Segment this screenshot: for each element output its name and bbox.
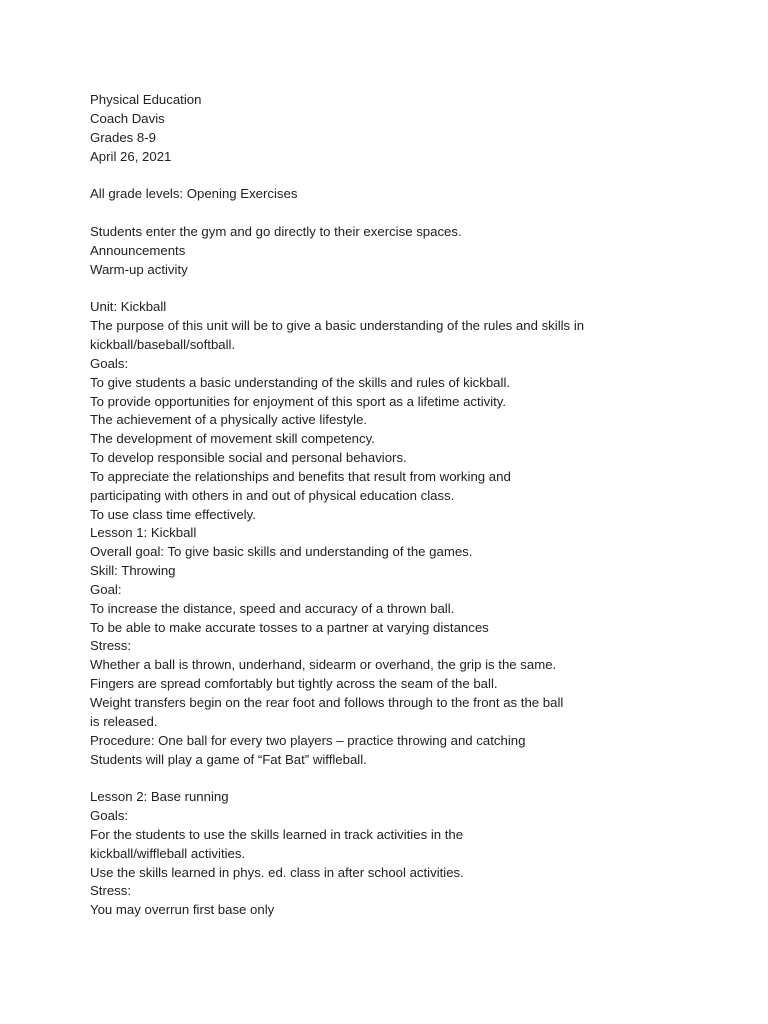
- lesson2-goal-line: For the students to use the skills learned in track activities in the: [90, 826, 464, 842]
- spacer: [90, 166, 730, 185]
- lesson2-goal-line: kickball/wiffleball activities.: [90, 845, 246, 861]
- lesson1-goal-line: To increase the distance, speed and accuracy of a thrown ball.: [90, 600, 455, 616]
- opening-line: Warm-up activity: [90, 261, 188, 277]
- opening-line: Students enter the gym and go directly to their exercise spaces.: [90, 223, 462, 239]
- unit-goal-line: To develop responsible social and personal behaviors.: [90, 450, 407, 466]
- grades-line: Grades 8-9: [90, 129, 156, 145]
- lesson1-stress-line: is released.: [90, 713, 158, 729]
- document-body: [90, 91, 730, 920]
- lesson1-game: Students will play a game of “Fat Bat” wiffleball.: [90, 751, 367, 767]
- lesson1-skill: Skill: Throwing: [90, 563, 176, 579]
- opening-heading: All grade levels: Opening Exercises: [90, 186, 298, 202]
- lesson1-procedure: Procedure: One ball for every two players – practice throwing and catching: [90, 732, 526, 748]
- lesson1-goal-line: To be able to make accurate tosses to a partner at varying distances: [90, 619, 489, 635]
- subject-line: Physical Education: [90, 92, 202, 107]
- unit-goal-line: participating with others in and out of physical education class.: [90, 487, 455, 503]
- lesson1-goal-label: Goal:: [90, 581, 122, 597]
- lesson1-stress-line: Fingers are spread comfortably but tightly across the seam of the ball.: [90, 676, 498, 692]
- lesson1-stress-line: Weight transfers begin on the rear foot and follows through to the front as the ball: [90, 695, 564, 710]
- unit-goal-line: To give students a basic understanding of the skills and rules of kickball.: [90, 374, 511, 390]
- opening-line: Announcements: [90, 242, 186, 258]
- lesson1-stress-line: Whether a ball is thrown, underhand, sidearm or overhand, the grip is the same.: [90, 657, 557, 673]
- lesson2-goals-label: Goals:: [90, 808, 129, 824]
- unit-goal-line: To appreciate the relationships and benefits that result from working and: [90, 468, 511, 484]
- unit-goal-line: The achievement of a physically active lifestyle.: [90, 412, 368, 428]
- spacer: [90, 204, 730, 223]
- unit-goal-line: To use class time effectively.: [90, 506, 256, 522]
- lesson2-stress-label: Stress:: [90, 883, 132, 899]
- date-line: April 26, 2021: [90, 148, 172, 164]
- lesson2-title: Lesson 2: Base running: [90, 789, 229, 805]
- unit-title: Unit: Kickball: [90, 299, 167, 315]
- unit-purpose-line: kickball/baseball/softball.: [90, 336, 236, 352]
- unit-goal-line: The development of movement skill competency.: [90, 431, 375, 447]
- lesson1-stress-label: Stress:: [90, 638, 132, 654]
- unit-purpose-line: The purpose of this unit will be to give a basic understanding of the rules and skills in: [90, 318, 585, 334]
- lesson2-goal-line: Use the skills learned in phys. ed. class in after school activities.: [90, 864, 464, 880]
- unit-goal-line: To provide opportunities for enjoyment of this sport as a lifetime activity.: [90, 393, 507, 409]
- spacer: [90, 769, 730, 788]
- lesson1-title: Lesson 1: Kickball: [90, 525, 197, 541]
- unit-goals-label: Goals:: [90, 355, 129, 371]
- teacher-line: Coach Davis: [90, 110, 165, 126]
- lesson1-overall-goal: Overall goal: To give basic skills and understanding of the games.: [90, 544, 473, 560]
- lesson2-stress-line: You may overrun first base only: [90, 902, 275, 918]
- spacer: [90, 279, 730, 298]
